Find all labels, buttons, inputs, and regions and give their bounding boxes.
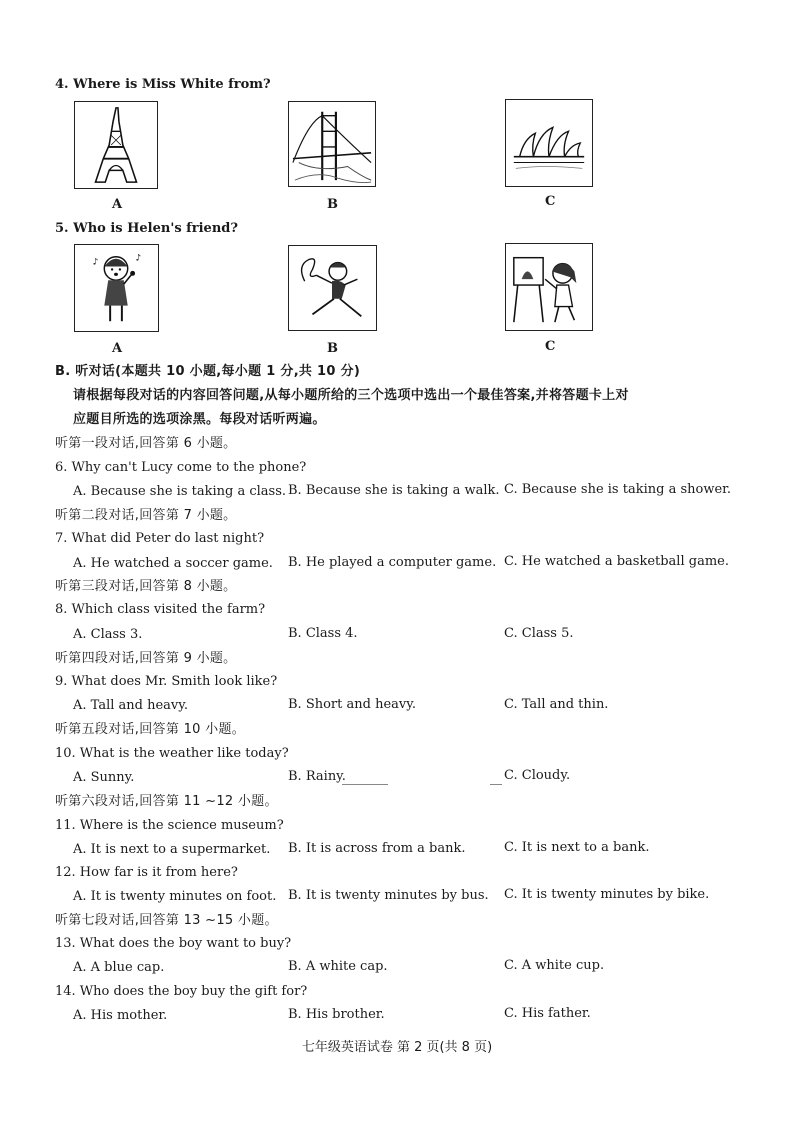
question-12: 12. How far is it from here? — [55, 865, 238, 880]
q7-option-a[interactable]: A. He watched a soccer game. — [73, 556, 273, 571]
q14-option-a[interactable]: A. His mother. — [73, 1008, 168, 1023]
q8-option-a[interactable]: A. Class 3. — [73, 627, 143, 642]
dialogue-intro-4: 听第四段对话,回答第 9 小题。 — [55, 651, 237, 666]
q12-option-c[interactable]: C. It is twenty minutes by bike. — [504, 887, 710, 902]
q13-option-c[interactable]: C. A white cup. — [504, 958, 605, 973]
question-9: 9. What does Mr. Smith look like? — [55, 674, 278, 689]
q5-label-b: B — [327, 341, 338, 356]
svg-text:♪: ♪ — [92, 257, 99, 268]
q6-option-a[interactable]: A. Because she is taking a class. — [73, 484, 287, 499]
q9-option-a[interactable]: A. Tall and heavy. — [73, 698, 189, 713]
girl-singing-icon[interactable] — [74, 244, 159, 332]
q6-option-c[interactable]: C. Because she is taking a shower. — [504, 482, 732, 497]
q11-option-a[interactable]: A. It is next to a supermarket. — [73, 842, 271, 857]
q4-label-c: C — [545, 194, 556, 209]
q10-option-a[interactable]: A. Sunny. — [73, 770, 135, 785]
girl-painting-icon[interactable] — [505, 243, 593, 331]
girl-dancing-ribbon-icon[interactable] — [288, 245, 377, 331]
q9-option-c[interactable]: C. Tall and thin. — [504, 697, 609, 712]
question-4: 4. Where is Miss White from? — [55, 77, 271, 92]
faint-underline — [490, 784, 502, 785]
page-footer: 七年级英语试卷 第 2 页(共 8 页) — [301, 1040, 493, 1055]
q13-option-b[interactable]: B. A white cap. — [288, 959, 388, 974]
golden-gate-bridge-icon[interactable] — [288, 101, 376, 187]
question-11: 11. Where is the science museum? — [55, 818, 284, 833]
q10-option-b[interactable]: B. Rainy. — [288, 769, 346, 784]
q13-option-a[interactable]: A. A blue cap. — [73, 960, 165, 975]
q14-option-b[interactable]: B. His brother. — [288, 1007, 385, 1022]
q10-option-c[interactable]: C. Cloudy. — [504, 768, 571, 783]
q12-option-a[interactable]: A. It is twenty minutes on foot. — [73, 889, 277, 904]
question-7: 7. What did Peter do last night? — [55, 531, 265, 546]
section-b-instruction-1: 请根据每段对话的内容回答问题,从每小题所给的三个选项中选出一个最佳答案,并将答题卡上对 — [73, 388, 629, 403]
q8-option-c[interactable]: C. Class 5. — [504, 626, 574, 641]
question-14: 14. Who does the boy buy the gift for? — [55, 984, 308, 999]
q5-label-c: C — [545, 339, 556, 354]
dialogue-intro-7: 听第七段对话,回答第 13 ~15 小题。 — [55, 913, 278, 928]
q8-option-b[interactable]: B. Class 4. — [288, 626, 358, 641]
dialogue-intro-1: 听第一段对话,回答第 6 小题。 — [55, 436, 237, 451]
question-6: 6. Why can't Lucy come to the phone? — [55, 460, 307, 475]
section-b-instruction-2: 应题目所选的选项涂黑。每段对话听两遍。 — [73, 412, 326, 427]
question-10: 10. What is the weather like today? — [55, 746, 289, 761]
dialogue-intro-2: 听第二段对话,回答第 7 小题。 — [55, 508, 237, 523]
question-8: 8. Which class visited the farm? — [55, 602, 266, 617]
q5-label-a: A — [112, 341, 123, 356]
q4-label-a: A — [112, 197, 123, 212]
question-5: 5. Who is Helen's friend? — [55, 221, 238, 236]
q12-option-b[interactable]: B. It is twenty minutes by bus. — [288, 888, 489, 903]
q11-option-c[interactable]: C. It is next to a bank. — [504, 840, 650, 855]
eiffel-tower-icon[interactable] — [74, 101, 158, 189]
q7-option-c[interactable]: C. He watched a basketball game. — [504, 554, 729, 569]
dialogue-intro-6: 听第六段对话,回答第 11 ~12 小题。 — [55, 794, 278, 809]
q14-option-c[interactable]: C. His father. — [504, 1006, 591, 1021]
q6-option-b[interactable]: B. Because she is taking a walk. — [288, 483, 500, 498]
section-b-heading: B. 听对话(本题共 10 小题,每小题 1 分,共 10 分) — [55, 364, 361, 379]
q9-option-b[interactable]: B. Short and heavy. — [288, 697, 416, 712]
svg-text:♪: ♪ — [135, 253, 142, 264]
question-13: 13. What does the boy want to buy? — [55, 936, 292, 951]
dialogue-intro-5: 听第五段对话,回答第 10 小题。 — [55, 722, 246, 737]
sydney-opera-house-icon[interactable] — [505, 99, 593, 187]
q11-option-b[interactable]: B. It is across from a bank. — [288, 841, 466, 856]
q4-label-b: B — [327, 197, 338, 212]
dialogue-intro-3: 听第三段对话,回答第 8 小题。 — [55, 579, 237, 594]
q7-option-b[interactable]: B. He played a computer game. — [288, 555, 497, 570]
faint-underline — [342, 784, 388, 785]
